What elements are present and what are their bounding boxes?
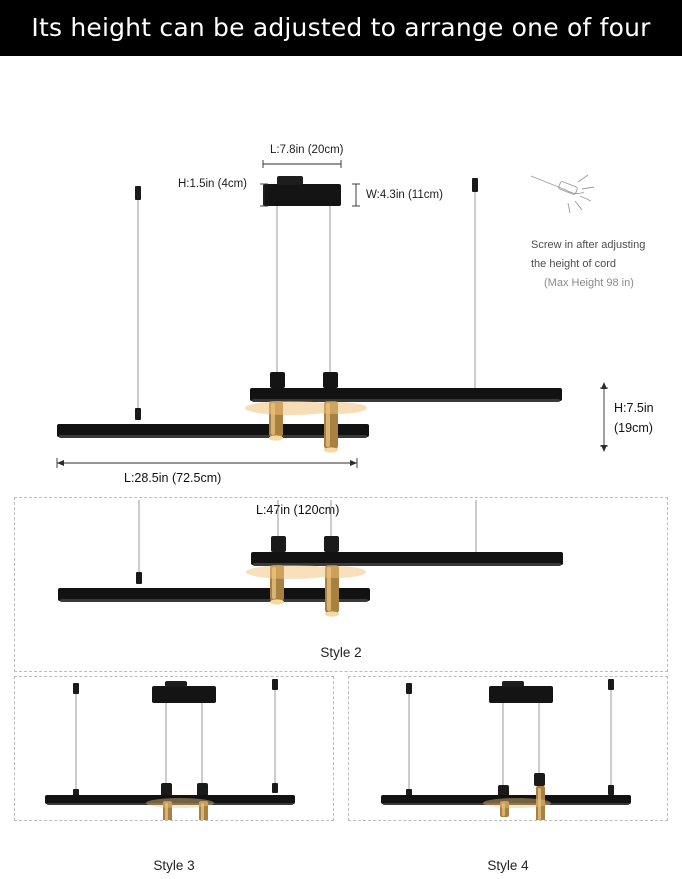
main-diagram-panel: [0, 56, 682, 517]
canopy-height-label: H:1.5in (4cm): [178, 178, 248, 190]
bar-connectors: [270, 372, 338, 388]
page-title: Its height can be adjusted to arrange one of four: [31, 13, 651, 43]
ceiling-canopy: [263, 176, 341, 206]
lower-light-bar: [57, 424, 369, 438]
header-banner: [0, 0, 682, 56]
screw-note-line-1: Screw in after adjusting: [531, 239, 646, 251]
style-2-caption: Style 2: [320, 645, 362, 660]
ceiling-canopy: [152, 681, 216, 703]
dimension-lines: [57, 160, 608, 481]
style-3-illustration: [15, 677, 333, 820]
light-glow: [245, 401, 367, 415]
style-3-panel: [14, 676, 334, 821]
style-4-caption: Style 4: [487, 858, 529, 873]
cord-end-caps: [135, 178, 478, 420]
canopy-width-label: W:4.3in (11cm): [366, 189, 443, 201]
style-3-caption: Style 3: [153, 858, 195, 873]
canopy-length-label: L:7.8in (20cm): [270, 144, 344, 156]
dimension-arrowheads: [57, 382, 607, 481]
drop-height-label-metric: (19cm): [614, 421, 653, 435]
suspension-cords: [277, 206, 330, 376]
screw-note-line-2: the height of cord: [531, 258, 617, 270]
ceiling-canopy: [489, 681, 553, 703]
brass-spotlights: [269, 401, 338, 453]
style-4-illustration: [349, 677, 667, 820]
upper-bar-length-label: L:28.5in (72.5cm): [124, 471, 222, 485]
upper-light-bar: [250, 388, 562, 402]
side-cords: [138, 186, 475, 414]
drop-height-label: H:7.5in: [614, 401, 654, 415]
style-4-panel: [348, 676, 668, 821]
screwdriver-hand-icon: [531, 175, 594, 213]
lower-bar-length-label: L:47in (120cm): [256, 503, 340, 517]
screw-note-max-height: (Max Height 98 in): [544, 277, 634, 289]
